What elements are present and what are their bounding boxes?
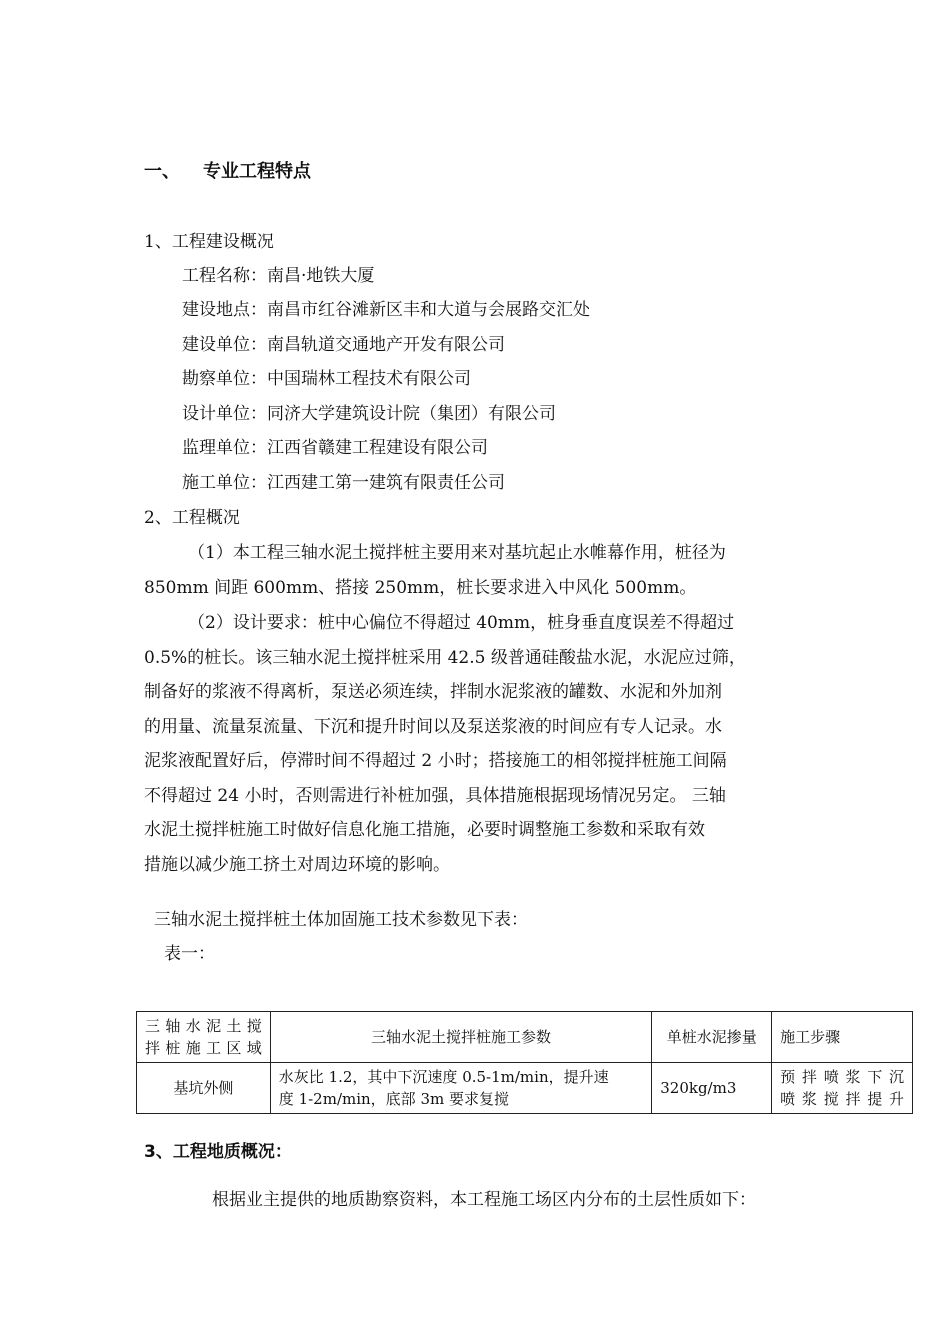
construction-parameters-table: [136, 1011, 913, 1114]
paragraph-line: （2）设计要求：桩中心偏位不得超过 40mm，桩身垂直度误差不得超过: [188, 613, 735, 633]
subsection-heading-1: 1、工程建设概况: [144, 232, 274, 252]
project-info-item: 设计单位：同济大学建筑设计院（集团）有限公司: [182, 404, 556, 424]
paragraph-line: 泥浆液配置好后，停滞时间不得超过 2 小时；搭接施工的相邻搅拌桩施工间隔: [144, 751, 727, 771]
project-info-item: 建设单位：南昌轨道交通地产开发有限公司: [182, 335, 505, 355]
paragraph-line: 的用量、流量泵流量、下沉和提升时间以及泵送浆液的时间应有专人记录。水: [144, 716, 722, 737]
section-title: 专业工程特点: [203, 161, 311, 182]
paragraph-1: [144, 536, 812, 605]
table-caption: 表一：: [164, 944, 215, 964]
cell-params: 水灰比 1.2，其中下沉速度 0.5-1m/min，提升速 度 1-2m/min，底部 3m 要求复搅: [270, 1063, 651, 1114]
header-cement-dosage: 单桩水泥掺量: [652, 1012, 772, 1063]
project-info-item: 工程名称：南昌·地铁大厦: [182, 266, 375, 286]
header-construction-area: 三轴水泥土搅 拌桩施工区域: [137, 1012, 271, 1063]
project-info-item: 勘察单位：中国瑞林工程技术有限公司: [182, 369, 471, 389]
paragraph-line: 水泥土搅拌桩施工时做好信息化施工措施，必要时调整施工参数和采取有效: [144, 820, 705, 840]
cell-cement-dosage: 320kg/m3: [652, 1063, 772, 1114]
paragraph-line: 措施以减少施工挤土对周边环境的影响。: [144, 854, 450, 875]
paragraph-2: [144, 606, 812, 882]
subsection-heading-3: 3、工程地质概况：: [144, 1142, 292, 1162]
paragraph-line: （1）本工程三轴水泥土搅拌桩主要用来对基坑起止水帷幕作用，桩径为: [188, 543, 726, 563]
project-info-item: 建设地点：南昌市红谷滩新区丰和大道与会展路交汇处: [182, 300, 590, 320]
table-row: [137, 1063, 913, 1114]
header-construction-steps: 施工步骤: [772, 1012, 913, 1063]
project-info-item: 施工单位：江西建工第一建筑有限责任公司: [182, 473, 505, 493]
cell-area: 基坑外侧: [137, 1063, 271, 1114]
section-number: 一、: [144, 161, 180, 182]
table-header-row: [137, 1012, 913, 1063]
subsection-heading-2: 2、工程概况: [144, 508, 240, 528]
paragraph-line: 不得超过 24 小时，否则需进行补桩加强，具体措施根据现场情况另定。 三轴: [144, 785, 726, 806]
table-intro: 三轴水泥土搅拌桩土体加固施工技术参数见下表：: [154, 910, 528, 930]
paragraph-line: 850mm 间距 600mm、搭接 250mm，桩长要求进入中风化 500mm。: [144, 577, 697, 598]
cell-steps: 预拌喷浆下沉 喷浆搅拌提升: [772, 1063, 913, 1114]
paragraph-line: 制备好的浆液不得离析，泵送必须连续，拌制水泥浆液的罐数、水泥和外加剂: [144, 682, 722, 702]
project-info-item: 监理单位：江西省赣建工程建设有限公司: [182, 438, 488, 458]
header-construction-params: 三轴水泥土搅拌桩施工参数: [270, 1012, 651, 1063]
geology-intro: 根据业主提供的地质勘察资料，本工程施工场区内分布的土层性质如下：: [212, 1190, 756, 1210]
paragraph-line: 0.5%的桩长。该三轴水泥土搅拌桩采用 42.5 级普通硅酸盐水泥，水泥应过筛，: [144, 647, 746, 668]
